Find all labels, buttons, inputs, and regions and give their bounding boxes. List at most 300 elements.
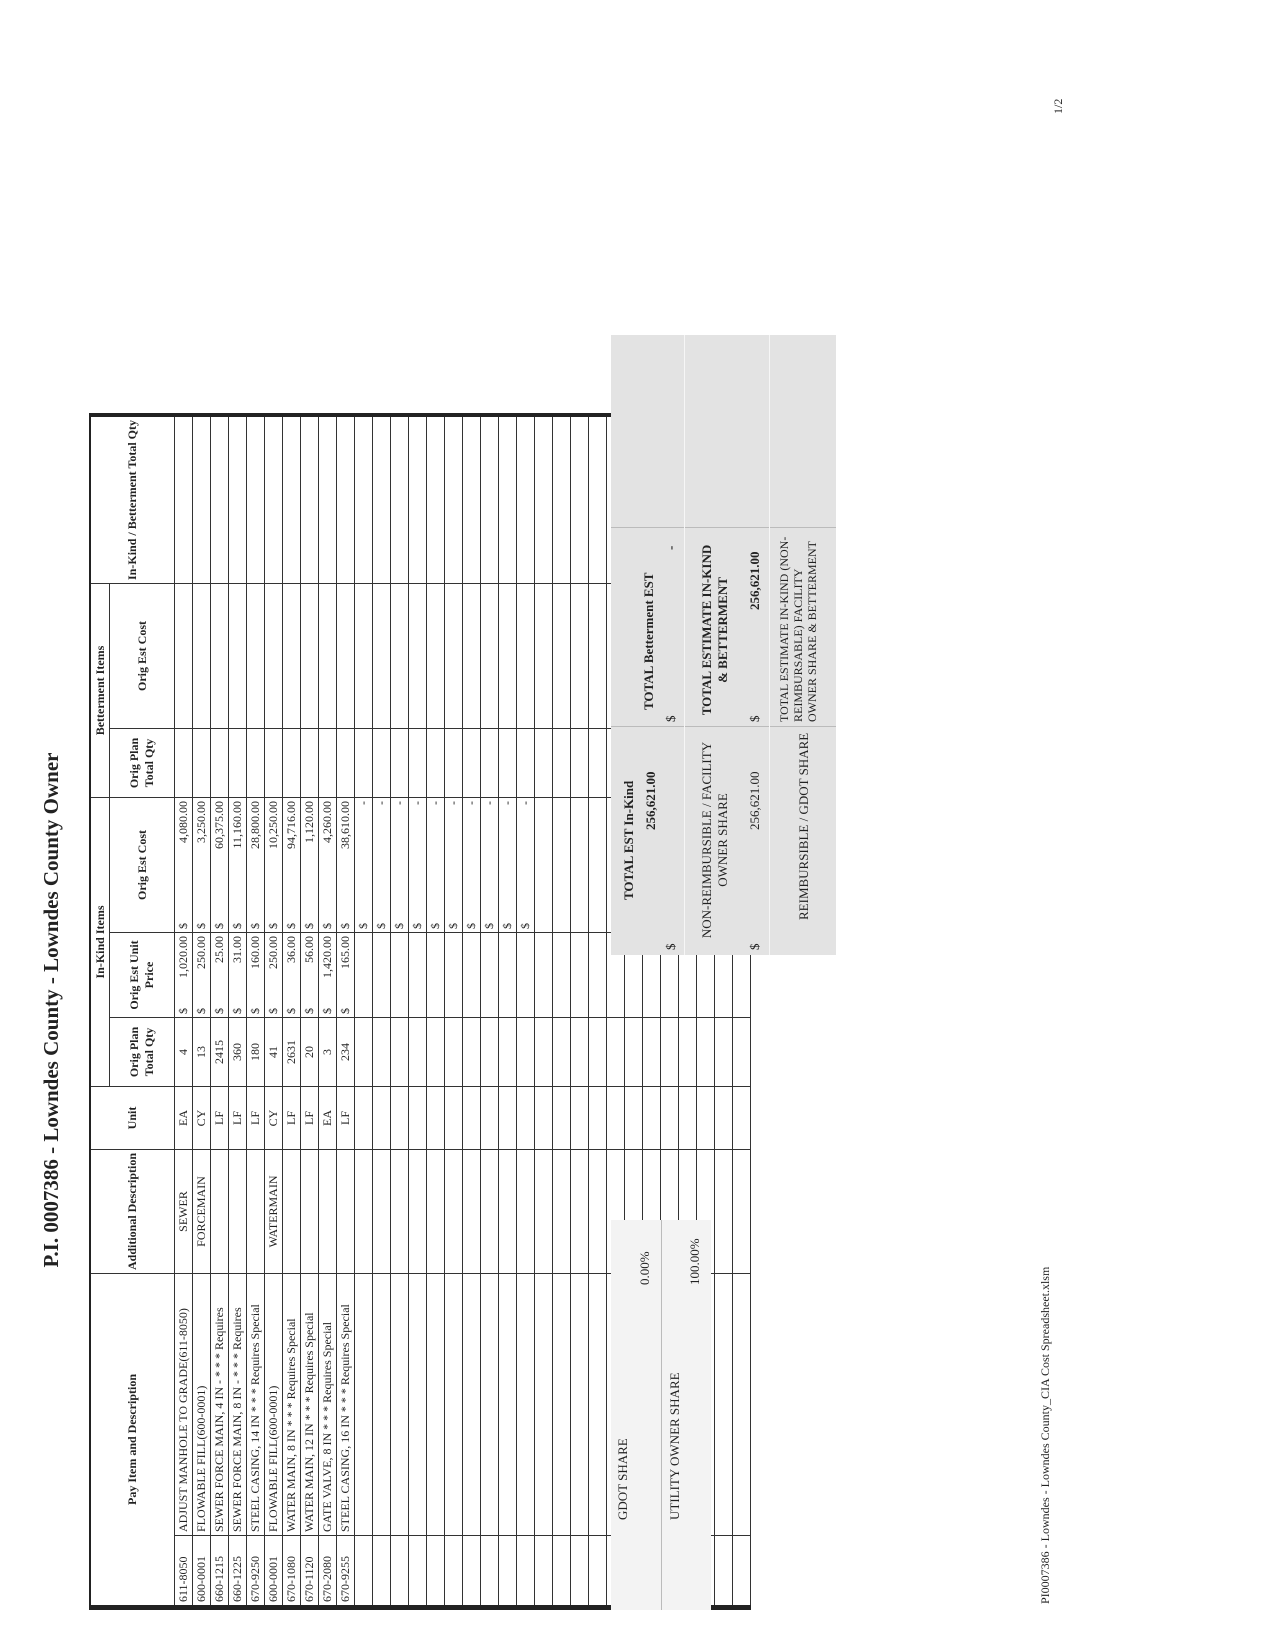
cell-unit xyxy=(445,1086,463,1149)
table-row xyxy=(283,415,301,1608)
cell-ik xyxy=(265,415,283,584)
dollar-sign: $ xyxy=(230,922,244,929)
cell-bqty xyxy=(589,728,607,797)
cell-desc xyxy=(571,1274,589,1536)
dollar-sign: $ xyxy=(338,922,352,929)
table-row xyxy=(445,415,463,1608)
cell-qty xyxy=(391,1017,409,1086)
cell-price xyxy=(589,932,607,1017)
cell-desc xyxy=(535,1274,553,1536)
cell-desc xyxy=(355,1274,373,1536)
cell-add: FORCEMAIN xyxy=(193,1149,211,1273)
cell-bcost xyxy=(499,583,517,728)
cell-qty xyxy=(535,1017,553,1086)
cell-price xyxy=(337,932,355,1017)
cell-code: 670-1120 xyxy=(301,1536,319,1608)
unit-price-value: 25.00 xyxy=(212,935,226,963)
rotated-page xyxy=(35,90,1075,1610)
cell-bcost xyxy=(571,583,589,728)
cell-code: 660-1215 xyxy=(211,1536,229,1608)
unit-price-value: 1,020.00 xyxy=(176,935,190,978)
unit-price-value: 56.00 xyxy=(302,935,316,963)
cell-add xyxy=(391,1149,409,1273)
table-row xyxy=(193,415,211,1608)
cell-qty xyxy=(427,1017,445,1086)
cell-cost xyxy=(175,797,193,932)
cell-bcost xyxy=(211,583,229,728)
cell-add xyxy=(553,1149,571,1273)
unit-price-value: 160.00 xyxy=(248,935,262,969)
cell-cost xyxy=(427,797,445,932)
cell-ik xyxy=(247,415,265,584)
cell-bcost xyxy=(481,583,499,728)
cell-unit: LF xyxy=(301,1086,319,1149)
cell-price xyxy=(535,932,553,1017)
dollar-sign: $ xyxy=(176,1007,190,1014)
cell-bcost xyxy=(589,583,607,728)
total-inkind-dollar: $ xyxy=(663,943,678,950)
cell-code: 670-1080 xyxy=(283,1536,301,1608)
cell-bqty xyxy=(193,728,211,797)
cell-price xyxy=(373,932,391,1017)
cell-code xyxy=(445,1536,463,1608)
cell-bcost xyxy=(463,583,481,728)
unit-price-value: 36.00 xyxy=(284,935,298,963)
empty-cost-dash: - xyxy=(374,800,388,805)
cell-bcost xyxy=(517,583,535,728)
cell-code xyxy=(517,1536,535,1608)
cost-value: 1,120.00 xyxy=(302,800,316,843)
dollar-sign: $ xyxy=(302,922,316,929)
cell-bqty xyxy=(499,728,517,797)
cell-price xyxy=(229,932,247,1017)
cell-qty xyxy=(499,1017,517,1086)
cell-add xyxy=(355,1149,373,1273)
non-reimb-dollar: $ xyxy=(747,943,762,950)
cell-desc: SEWER FORCE MAIN, 8 IN - * * * Requires xyxy=(229,1274,247,1536)
table-row xyxy=(499,415,517,1608)
cell-bcost xyxy=(445,583,463,728)
unit-price-value: 1,420.00 xyxy=(320,935,334,978)
cell-cost xyxy=(571,797,589,932)
cell-add xyxy=(301,1149,319,1273)
cell-bqty xyxy=(355,728,373,797)
cell-ik xyxy=(193,415,211,584)
table-row xyxy=(211,415,229,1608)
dollar-sign: $ xyxy=(176,922,190,929)
cell-qty xyxy=(445,1017,463,1086)
cell-desc: FLOWABLE FILL(600-0001) xyxy=(265,1274,283,1536)
cell-desc: WATER MAIN, 12 IN * * * Requires Special xyxy=(301,1274,319,1536)
cell-add xyxy=(211,1149,229,1273)
total-estimate-label: TOTAL ESTIMATE IN-KIND & BETTERMENT xyxy=(699,544,730,716)
cell-bqty xyxy=(373,728,391,797)
cell-code xyxy=(391,1536,409,1608)
cell-add xyxy=(409,1149,427,1273)
cell-code xyxy=(553,1536,571,1608)
cell-price xyxy=(571,932,589,1017)
cell-desc xyxy=(517,1274,535,1536)
cell-unit xyxy=(571,1086,589,1149)
empty-cost-dash: - xyxy=(428,800,442,805)
total-estimate-nonreimb-label: TOTAL ESTIMATE IN-KIND (NON-REIMBURSABLE) FACILITY OWNER SHARE & BETTERMENT xyxy=(777,536,819,722)
header-betterment-cost: Orig Est Cost xyxy=(110,583,175,728)
cell-desc: ADJUST MANHOLE TO GRADE(611-8050) xyxy=(175,1274,193,1536)
header-betterment-qty: Orig Plan Total Qty xyxy=(110,728,175,797)
cell-unit: LF xyxy=(229,1086,247,1149)
cell-cost xyxy=(247,797,265,932)
unit-price-value: 165.00 xyxy=(338,935,352,969)
cell-price xyxy=(265,932,283,1017)
table-row xyxy=(247,415,265,1608)
cell-qty xyxy=(481,1017,499,1086)
cell-ik xyxy=(283,415,301,584)
cell-ik xyxy=(175,415,193,584)
table-row xyxy=(319,415,337,1608)
cell-cost xyxy=(535,797,553,932)
cell-add xyxy=(247,1149,265,1273)
cell-qty: 2415 xyxy=(211,1017,229,1086)
cell-unit xyxy=(355,1086,373,1149)
cell-cost xyxy=(355,797,373,932)
cell-bqty xyxy=(409,728,427,797)
cell-bqty xyxy=(283,728,301,797)
cell-cost xyxy=(373,797,391,932)
dollar-sign: $ xyxy=(230,1007,244,1014)
cell-bcost xyxy=(319,583,337,728)
cell-code xyxy=(499,1536,517,1608)
empty-cost-dash: - xyxy=(482,800,496,805)
cell-bcost xyxy=(265,583,283,728)
cell-price xyxy=(553,932,571,1017)
cell-bcost xyxy=(283,583,301,728)
cell-qty xyxy=(409,1017,427,1086)
empty-cost-dash: - xyxy=(410,800,424,805)
cell-cost xyxy=(319,797,337,932)
dollar-sign: $ xyxy=(284,922,298,929)
cell-bqty xyxy=(481,728,499,797)
cell-desc xyxy=(373,1274,391,1536)
dollar-sign: $ xyxy=(302,1007,316,1014)
page-number: 1/2 xyxy=(1051,98,1065,114)
cost-value: 4,260.00 xyxy=(320,800,334,843)
cell-qty: 41 xyxy=(265,1017,283,1086)
header-inkind-betterment-qty: In-Kind / Betterment Total Qty xyxy=(90,415,175,584)
cell-bqty xyxy=(229,728,247,797)
reimbursable-label: REIMBURSIBLE / GDOT SHARE xyxy=(796,732,811,920)
dollar-sign: $ xyxy=(338,1007,352,1014)
cell-desc xyxy=(499,1274,517,1536)
cell-cost xyxy=(265,797,283,932)
cell-add xyxy=(445,1149,463,1273)
cell-qty xyxy=(553,1017,571,1086)
cell-price xyxy=(427,932,445,1017)
cell-ik xyxy=(427,415,445,584)
cell-unit: LF xyxy=(247,1086,265,1149)
dollar-sign: $ xyxy=(428,922,442,929)
cell-qty xyxy=(463,1017,481,1086)
cell-cost xyxy=(391,797,409,932)
cell-ik xyxy=(553,415,571,584)
table-row xyxy=(301,415,319,1608)
cell-add xyxy=(571,1149,589,1273)
cell-ik xyxy=(301,415,319,584)
dollar-sign: $ xyxy=(266,1007,280,1014)
cell-bcost xyxy=(553,583,571,728)
empty-cost-dash: - xyxy=(446,800,460,805)
dollar-sign: $ xyxy=(500,922,514,929)
cell-bcost xyxy=(535,583,553,728)
cell-qty xyxy=(373,1017,391,1086)
cost-value: 3,250.00 xyxy=(194,800,208,843)
dollar-sign: $ xyxy=(518,922,532,929)
cell-unit: LF xyxy=(283,1086,301,1149)
cell-unit: EA xyxy=(175,1086,193,1149)
cell-add xyxy=(535,1149,553,1273)
cell-cost xyxy=(517,797,535,932)
utility-owner-share-value: 100.00% xyxy=(687,1238,702,1285)
cell-code xyxy=(481,1536,499,1608)
cell-bqty xyxy=(211,728,229,797)
cell-bqty xyxy=(553,728,571,797)
cell-bcost xyxy=(193,583,211,728)
header-betterment-group: Betterment Items xyxy=(90,583,110,797)
table-row xyxy=(535,415,553,1608)
cell-price xyxy=(481,932,499,1017)
cell-price xyxy=(193,932,211,1017)
cell-qty: 2631 xyxy=(283,1017,301,1086)
cell-code xyxy=(409,1536,427,1608)
cell-ik xyxy=(211,415,229,584)
cell-code xyxy=(355,1536,373,1608)
cost-value: 10,250.00 xyxy=(266,800,280,849)
cell-cost xyxy=(337,797,355,932)
cell-code xyxy=(571,1536,589,1608)
cell-desc xyxy=(553,1274,571,1536)
dollar-sign: $ xyxy=(356,922,370,929)
dollar-sign: $ xyxy=(392,922,406,929)
cell-cost xyxy=(481,797,499,932)
header-pay-item: Pay Item and Description xyxy=(90,1274,175,1608)
cell-desc: GATE VALVE, 8 IN * * * Requires Special xyxy=(319,1274,337,1536)
cost-value: 94,716.00 xyxy=(284,800,298,849)
cell-add xyxy=(427,1149,445,1273)
non-reimbursable-value: 256,621.00 xyxy=(747,771,762,830)
header-additional: Additional Description xyxy=(90,1149,175,1273)
cell-qty: 4 xyxy=(175,1017,193,1086)
dollar-sign: $ xyxy=(266,922,280,929)
cell-bcost xyxy=(337,583,355,728)
cell-ik xyxy=(229,415,247,584)
cell-qty: 360 xyxy=(229,1017,247,1086)
empty-cost-dash: - xyxy=(356,800,370,805)
cost-value: 4,080.00 xyxy=(176,800,190,843)
cell-ik xyxy=(463,415,481,584)
cell-add xyxy=(499,1149,517,1273)
cell-ik xyxy=(535,415,553,584)
cell-bqty xyxy=(535,728,553,797)
cell-bqty xyxy=(175,728,193,797)
cell-desc xyxy=(463,1274,481,1536)
cell-add xyxy=(229,1149,247,1273)
dollar-sign: $ xyxy=(194,1007,208,1014)
dollar-sign: $ xyxy=(212,1007,226,1014)
cell-ik xyxy=(319,415,337,584)
cell-unit xyxy=(481,1086,499,1149)
cell-code: 670-9255 xyxy=(337,1536,355,1608)
header-inkind-group: In-Kind Items xyxy=(90,797,110,1086)
cell-unit xyxy=(463,1086,481,1149)
cell-bcost xyxy=(175,583,193,728)
total-betterment-dollar: $ xyxy=(663,715,678,722)
header-orig-est-unit-price: Orig Est Unit Price xyxy=(110,932,175,1017)
utility-owner-share-label: UTILITY OWNER SHARE xyxy=(667,1372,682,1520)
cell-desc: STEEL CASING, 16 IN * * * Requires Special xyxy=(337,1274,355,1536)
cell-price xyxy=(319,932,337,1017)
dollar-sign: $ xyxy=(194,922,208,929)
cell-qty xyxy=(589,1017,607,1086)
cell-unit xyxy=(409,1086,427,1149)
cell-cost xyxy=(301,797,319,932)
header-unit: Unit xyxy=(90,1086,175,1149)
cell-code: 600-0001 xyxy=(193,1536,211,1608)
cell-unit xyxy=(553,1086,571,1149)
cell-price xyxy=(409,932,427,1017)
cell-unit xyxy=(535,1086,553,1149)
cell-bqty xyxy=(265,728,283,797)
cell-code xyxy=(535,1536,553,1608)
cell-unit: EA xyxy=(319,1086,337,1149)
cell-ik xyxy=(445,415,463,584)
table-row xyxy=(337,415,355,1608)
table-row xyxy=(391,415,409,1608)
cell-bqty xyxy=(391,728,409,797)
table-row xyxy=(481,415,499,1608)
cell-price xyxy=(283,932,301,1017)
cell-unit: CY xyxy=(265,1086,283,1149)
cell-qty: 180 xyxy=(247,1017,265,1086)
cell-bcost xyxy=(301,583,319,728)
total-est-inkind-value: 256,621.00 xyxy=(643,771,658,830)
cell-bqty xyxy=(445,728,463,797)
cell-price xyxy=(499,932,517,1017)
cell-add xyxy=(517,1149,535,1273)
cell-desc: STEEL CASING, 14 IN * * * Requires Special xyxy=(247,1274,265,1536)
dollar-sign: $ xyxy=(320,922,334,929)
cell-bcost xyxy=(409,583,427,728)
cell-ik xyxy=(409,415,427,584)
cell-bqty xyxy=(571,728,589,797)
cell-cost xyxy=(211,797,229,932)
cell-cost xyxy=(589,797,607,932)
empty-cost-dash: - xyxy=(518,800,532,805)
cell-qty: 234 xyxy=(337,1017,355,1086)
cell-unit: LF xyxy=(337,1086,355,1149)
empty-cost-dash: - xyxy=(392,800,406,805)
page-title: P.I. 0007386 - Lowndes County - Lowndes County Owner xyxy=(39,752,63,1268)
cell-ik xyxy=(571,415,589,584)
cell-cost xyxy=(283,797,301,932)
cell-add xyxy=(589,1149,607,1273)
cell-qty: 3 xyxy=(319,1017,337,1086)
cell-bqty xyxy=(247,728,265,797)
cell-desc: SEWER FORCE MAIN, 4 IN - * * * Requires xyxy=(211,1274,229,1536)
footer-filename: PI0007386 - Lowndes - Lowndes County_CIA Cost Spreadsheet.xlsm xyxy=(1038,1266,1052,1604)
cell-qty: 13 xyxy=(193,1017,211,1086)
empty-cost-dash: - xyxy=(464,800,478,805)
cell-unit xyxy=(517,1086,535,1149)
cell-ik xyxy=(355,415,373,584)
table-row xyxy=(175,415,193,1608)
table-row xyxy=(409,415,427,1608)
table-row xyxy=(517,415,535,1608)
cell-unit: LF xyxy=(211,1086,229,1149)
unit-price-value: 31.00 xyxy=(230,935,244,963)
cell-ik xyxy=(337,415,355,584)
total-betterment-value: - xyxy=(663,545,678,550)
cell-price xyxy=(301,932,319,1017)
dollar-sign: $ xyxy=(410,922,424,929)
cell-add xyxy=(373,1149,391,1273)
cell-bcost xyxy=(427,583,445,728)
cell-unit xyxy=(499,1086,517,1149)
table-row xyxy=(589,415,607,1608)
cell-ik xyxy=(391,415,409,584)
empty-cost-dash: - xyxy=(500,800,514,805)
table-row xyxy=(265,415,283,1608)
dollar-sign: $ xyxy=(464,922,478,929)
cell-unit: CY xyxy=(193,1086,211,1149)
cell-bqty xyxy=(319,728,337,797)
table-row xyxy=(373,415,391,1608)
cell-bqty xyxy=(517,728,535,797)
cell-unit xyxy=(373,1086,391,1149)
total-betterment-label: TOTAL Betterment EST xyxy=(641,572,656,710)
cell-bcost xyxy=(247,583,265,728)
cell-unit xyxy=(391,1086,409,1149)
cell-add xyxy=(481,1149,499,1273)
cost-value: 60,375.00 xyxy=(212,800,226,849)
summary-area xyxy=(611,160,871,1610)
header-orig-est-cost: Orig Est Cost xyxy=(110,797,175,932)
cell-price xyxy=(517,932,535,1017)
total-est-inkind-label: TOTAL EST In-Kind xyxy=(621,780,636,900)
cell-code: 670-2080 xyxy=(319,1536,337,1608)
table-row xyxy=(355,415,373,1608)
table-row xyxy=(553,415,571,1608)
cell-bcost xyxy=(391,583,409,728)
dollar-sign: $ xyxy=(446,922,460,929)
cost-value: 38,610.00 xyxy=(338,800,352,849)
unit-price-value: 250.00 xyxy=(194,935,208,969)
cell-qty xyxy=(517,1017,535,1086)
unit-price-value: 250.00 xyxy=(266,935,280,969)
cell-code xyxy=(427,1536,445,1608)
cell-price xyxy=(211,932,229,1017)
table-row xyxy=(427,415,445,1608)
cell-unit xyxy=(427,1086,445,1149)
cell-cost xyxy=(463,797,481,932)
cell-add xyxy=(463,1149,481,1273)
dollar-sign: $ xyxy=(212,922,226,929)
cell-code xyxy=(589,1536,607,1608)
cell-price xyxy=(391,932,409,1017)
cell-desc xyxy=(445,1274,463,1536)
dollar-sign: $ xyxy=(284,1007,298,1014)
cell-cost xyxy=(445,797,463,932)
cell-bqty xyxy=(337,728,355,797)
cell-desc: WATER MAIN, 8 IN * * * Requires Special xyxy=(283,1274,301,1536)
